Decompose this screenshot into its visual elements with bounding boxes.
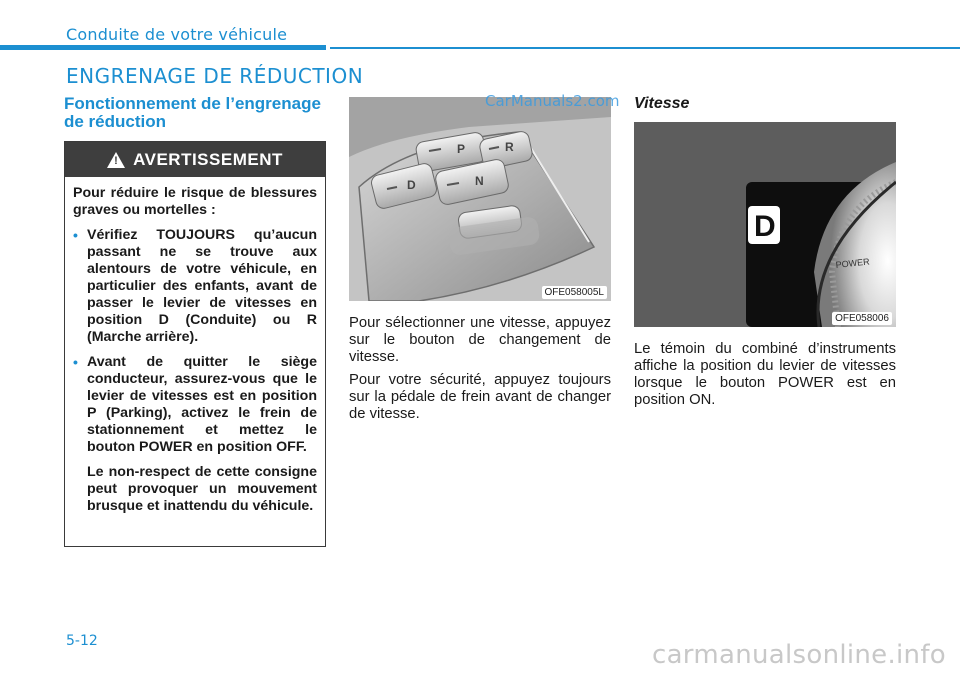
section-title: ENGRENAGE DE RÉDUCTION	[66, 64, 364, 88]
warning-bullet-text: Avant de quitter le siège conducteur, assurez-vous que le levier de vitesses est en position P (Parking), activez le frein de stationnement et mettez le bouton POWER en position OFF.	[87, 354, 317, 455]
drive-button-label: D	[407, 178, 416, 192]
warning-intro: Pour réduire le risque de blessures graves ou mortelles :	[73, 185, 317, 218]
paragraph: Pour sélectionner une vitesse, appuyez sur le bouton de changement de vitesse.	[349, 315, 611, 365]
chapter-title: Conduite de votre véhicule	[66, 25, 288, 44]
paragraph: Le témoin du combiné d’instruments affiche la position du levier de vitesses lorsque le bouton POWER est en position ON.	[634, 341, 896, 408]
watermark: CarManuals2.com	[485, 92, 620, 110]
vitesse-title: Vitesse	[634, 95, 690, 112]
shifter-photo	[349, 97, 611, 301]
warning-note: Le non-respect de cette consigne peut provoquer un mouvement brusque et inattendu du véhicule.	[87, 464, 317, 514]
warning-bullet	[73, 354, 317, 456]
warning-header	[65, 142, 325, 177]
gear-indicator: D	[754, 210, 776, 243]
figure-code: OFE058006	[832, 312, 892, 325]
warning-bullet	[73, 227, 317, 346]
warning-triangle-icon	[107, 152, 125, 168]
header-rule-thin	[330, 47, 960, 49]
cluster-illustration	[634, 122, 896, 327]
shifter-illustration	[349, 97, 611, 301]
warning-body	[65, 177, 325, 515]
indicator-description	[634, 341, 896, 415]
header-rule-thick	[0, 45, 326, 50]
bullet-dot-icon: •	[73, 227, 78, 243]
shifter-instructions	[349, 315, 611, 429]
bullet-dot-icon: •	[73, 354, 78, 370]
park-button-label: P	[457, 142, 466, 156]
page-number: 5-12	[66, 633, 98, 649]
subsection-title: Fonctionnement de l’engrenage de réduction	[64, 94, 321, 131]
warning-label: AVERTISSEMENT	[133, 149, 283, 169]
neutral-button-label: N	[475, 174, 484, 188]
power-gauge-label: POWER	[835, 256, 871, 270]
cluster-photo	[634, 122, 896, 327]
warning-bullet-text: Vérifiez TOUJOURS qu’aucun passant ne se trouve aux alentours de votre véhicule, en particulier des enfants, avant de passer le levier de vitesses en position D (Conduite) ou R (Marche arrière).	[87, 227, 317, 345]
paragraph: Pour votre sécurité, appuyez toujours sur la pédale de frein avant de changer de vitesse.	[349, 372, 611, 422]
warning-box	[64, 141, 326, 547]
figure-code: OFE058005L	[542, 286, 608, 299]
footer-watermark: carmanualsonline.info	[651, 640, 946, 670]
reverse-button-label: R	[505, 140, 514, 154]
